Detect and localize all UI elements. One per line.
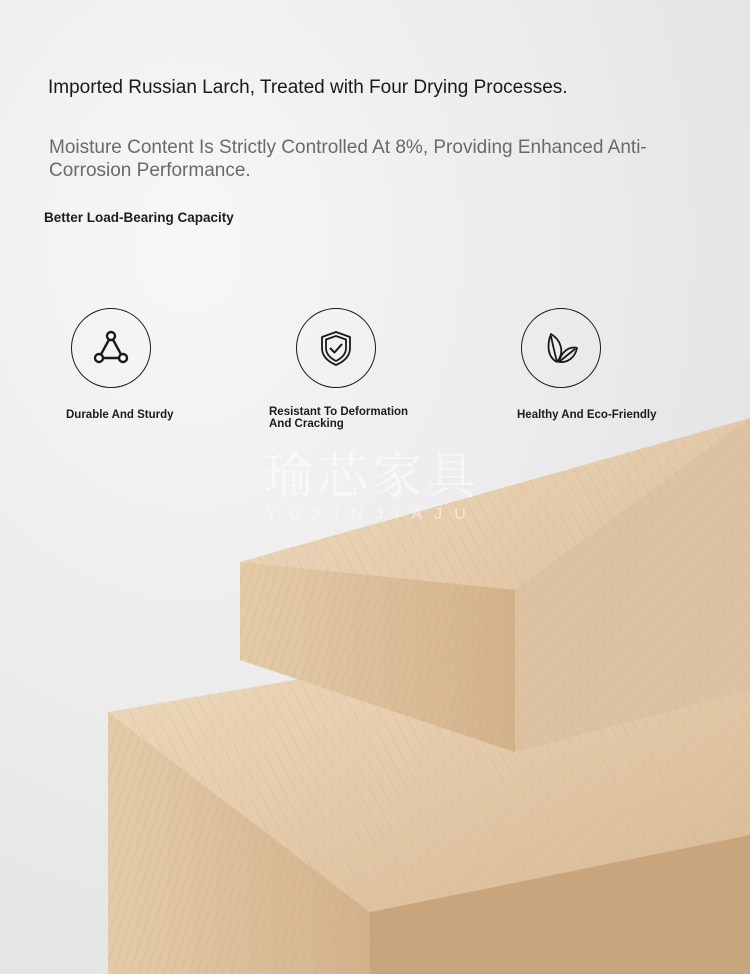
feature-label: Resistant To Deformation And Cracking	[269, 406, 409, 430]
feature-label: Healthy And Eco-Friendly	[517, 409, 657, 421]
headline: Imported Russian Larch, Treated with Four Drying Processes.	[48, 77, 568, 98]
subheadline: Moisture Content Is Strictly Controlled At 8%, Providing Enhanced Anti-Corrosion Performance.	[49, 137, 647, 181]
watermark-logo: 瑜芯家具	[264, 448, 480, 504]
section-label: Better Load-Bearing Capacity	[44, 210, 234, 225]
feature-label: Durable And Sturdy	[66, 409, 174, 421]
watermark-text: YUXINJIAJU	[266, 506, 478, 523]
